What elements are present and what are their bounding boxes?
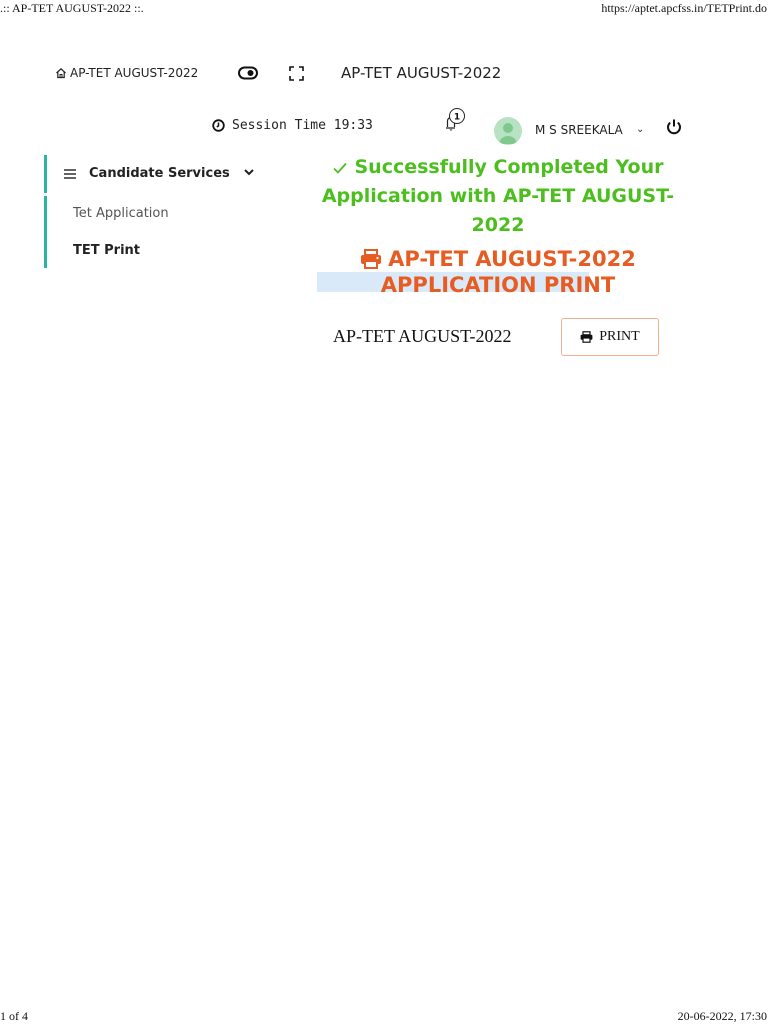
checkmark-icon — [332, 161, 348, 175]
page-header-title: AP-TET AUGUST-2022 — [341, 64, 502, 82]
sidebar-menu-label: Candidate Services — [89, 166, 230, 181]
sidebar-accent-gap — [44, 193, 47, 196]
user-silhouette-icon — [494, 117, 522, 145]
toggle-icon[interactable] — [238, 66, 258, 80]
user-menu-chevron-icon[interactable]: ⌄ — [636, 124, 645, 135]
sidebar-item-tet-application[interactable]: Tet Application — [73, 206, 169, 221]
clock-icon — [212, 119, 225, 132]
print-footer-datetime: 20-06-2022, 17:30 — [677, 1009, 767, 1023]
session-timer — [212, 118, 373, 133]
user-name[interactable]: M S SREEKALA — [535, 123, 623, 137]
success-text-line1: Successfully Completed Your — [354, 156, 664, 178]
home-brand-link[interactable] — [55, 66, 198, 80]
print-heading-line1: AP-TET AUGUST-2022 — [388, 247, 636, 271]
session-time-label: Session Time 19:33 — [232, 118, 373, 133]
success-text-line2: Application with AP-TET AUGUST-2022 — [321, 185, 675, 236]
fullscreen-icon[interactable] — [289, 66, 304, 81]
print-header-title: .:: AP-TET AUGUST-2022 ::. — [0, 1, 144, 15]
hamburger-menu-icon — [63, 168, 77, 180]
notification-bell-icon[interactable] — [442, 107, 468, 133]
print-footer-page: 1 of 4 — [0, 1009, 28, 1023]
application-print-heading — [300, 246, 696, 298]
printer-icon — [360, 249, 382, 269]
home-icon — [55, 67, 67, 79]
printer-icon — [580, 331, 593, 343]
user-avatar[interactable] — [494, 117, 522, 145]
print-button[interactable] — [561, 318, 659, 356]
sidebar-menu-candidate-services[interactable] — [63, 166, 230, 181]
brand-label: AP-TET AUGUST-2022 — [70, 66, 199, 80]
sidebar-accent-bar — [44, 155, 47, 268]
print-header-url: https://aptet.apcfss.in/TETPrint.do — [601, 1, 767, 15]
print-button-label: PRINT — [599, 329, 640, 344]
logout-power-icon[interactable] — [665, 118, 683, 136]
notification-count: 1 — [453, 112, 461, 123]
sidebar-item-tet-print[interactable]: TET Print — [73, 243, 141, 258]
print-heading-line2: APPLICATION PRINT — [380, 273, 616, 297]
success-message — [300, 153, 696, 240]
sidebar-chevron-down-icon[interactable] — [243, 167, 255, 177]
document-title: AP-TET AUGUST-2022 — [333, 326, 512, 346]
